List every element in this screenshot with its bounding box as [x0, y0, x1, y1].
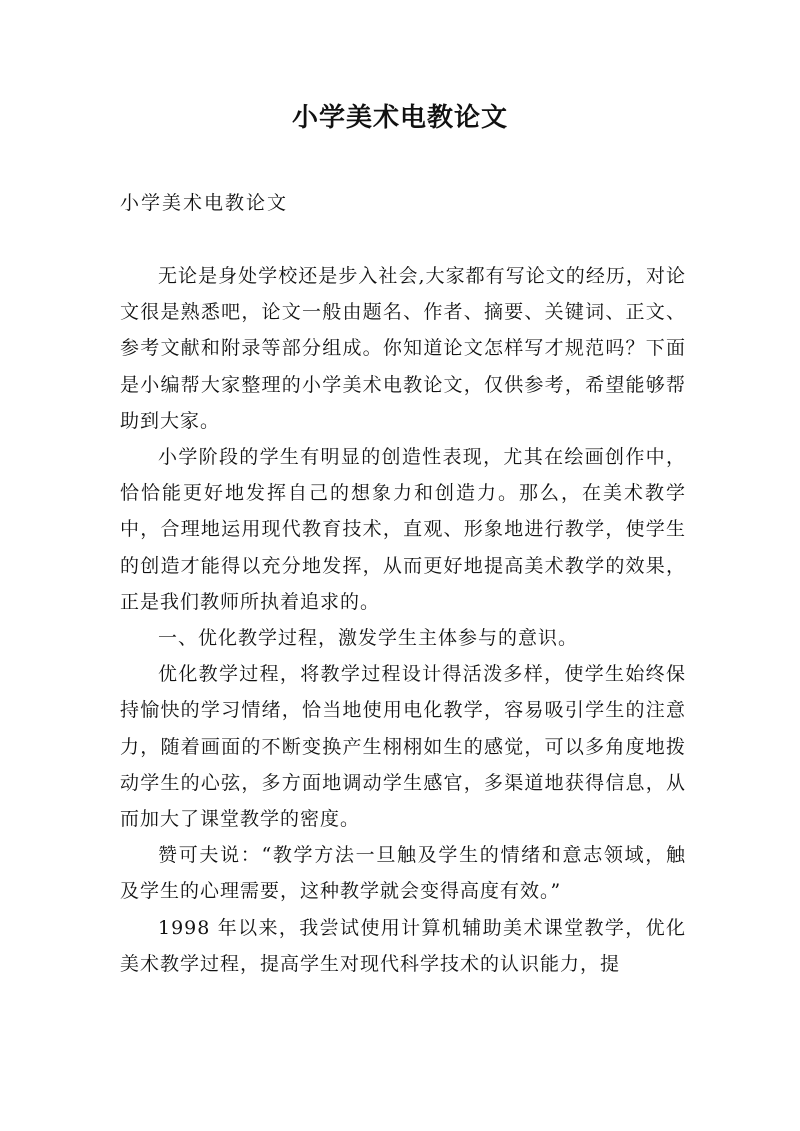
document-body	[120, 258, 686, 982]
document-subtitle: 小学美术电教论文	[120, 192, 289, 214]
paragraph-background: 小学阶段的学生有明显的创造性表现，尤其在绘画创作中，恰恰能更好地发挥自己的想象力和创造力。那么，在美术教学中，合理地运用现代教育技术，直观、形象地进行教学，使学生的创造才能得以充分地发挥，从而更好地提高美术教学的效果，正是我们教师所执着追求的。	[120, 446, 686, 613]
paragraph-optimize: 优化教学过程，将教学过程设计得活泼多样，使学生始终保持愉快的学习情绪，恰当地使用电化教学，容易吸引学生的注意力，随着画面的不断变换产生栩栩如生的感觉，可以多角度地拨动学生的心弦，多方面地调动学生感官，多渠道地获得信息，从而加大了课堂教学的密度。	[120, 663, 686, 831]
document-title: 小学美术电教论文	[291, 103, 508, 133]
paragraph-1998: 1998 年以来，我尝试使用计算机辅助美术课堂教学，优化美术教学过程，提高学生对现代科学技术的认识能力，提	[120, 916, 686, 975]
section-heading-1: 一、优化教学过程，激发学生主体参与的意识。	[158, 627, 579, 650]
paragraph-quote: 赞可夫说：“教学方法一旦触及学生的情绪和意志领域，触及学生的心理需要，这种教学就会变得高度有效。”	[120, 844, 686, 903]
paragraph-intro: 无论是身处学校还是步入社会,大家都有写论文的经历，对论文很是熟悉吧，论文一般由题名、作者、摘要、关键词、正文、参考文献和附录等部分组成。你知道论文怎样写才规范吗？下面是小编帮大家整理的小学美术电教论文，仅供参考，希望能够帮助到大家。	[120, 265, 686, 432]
